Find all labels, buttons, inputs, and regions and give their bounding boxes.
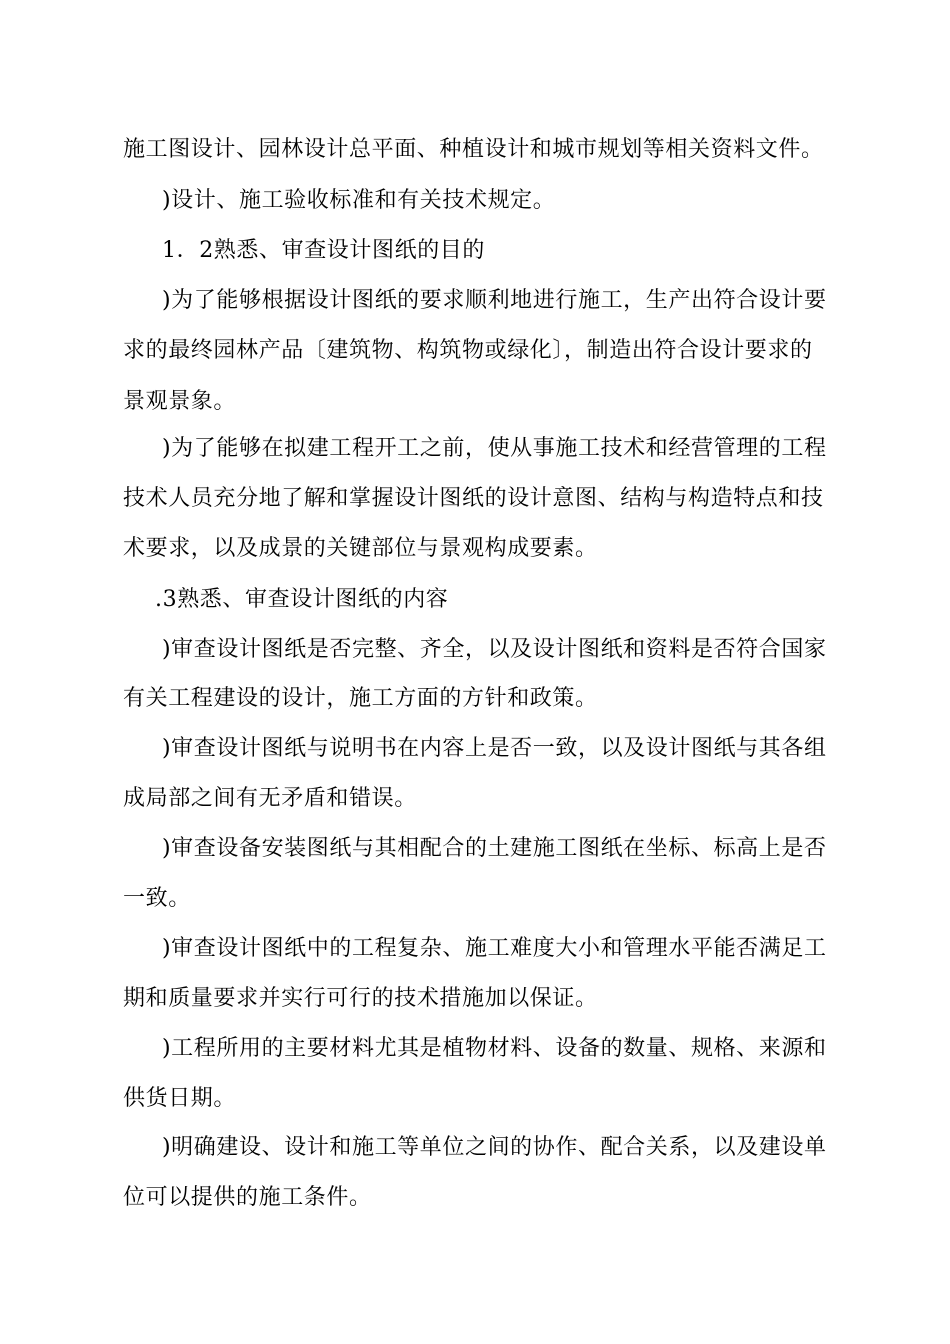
list-item: )审查设计图纸是否完整、齐全，以及设计图纸和资料是否符合国家 [162, 637, 827, 662]
text-line: 成局部之间有无矛盾和错误。 [123, 786, 417, 811]
text-line: 施工图设计、园林设计总平面、种植设计和城市规划等相关资料文件。 [123, 137, 824, 162]
list-item: )审查设计图纸与说明书在内容上是否一致，以及设计图纸与其各组 [162, 736, 827, 761]
list-item: )设计、施工验收标准和有关技术规定。 [162, 188, 556, 213]
text-line: 供货日期。 [123, 1086, 237, 1111]
text-line: 有关工程建设的设计，施工方面的方针和政策。 [123, 686, 598, 711]
text-line: 位可以提供的施工条件。 [123, 1185, 372, 1210]
text-line: 求的最终园林产品〔建筑物、构筑物或绿化〕，制造出符合设计要求的 [123, 338, 813, 363]
section-heading: .3熟悉、审查设计图纸的内容 [155, 587, 449, 612]
list-item: )工程所用的主要材料尤其是植物材料、设备的数量、规格、来源和 [162, 1036, 827, 1061]
text-line: 技术人员充分地了解和掌握设计图纸的设计意图、结构与构造特点和技 [123, 486, 824, 511]
text-line: 一致。 [123, 886, 191, 911]
list-item: )审查设备安装图纸与其相配合的土建施工图纸在坐标、标高上是否 [162, 836, 827, 861]
list-item: )明确建设、设计和施工等单位之间的协作、配合关系，以及建设单 [162, 1135, 827, 1160]
section-heading: 1．2熟悉、审查设计图纸的目的 [162, 238, 485, 263]
text-line: 期和质量要求并实行可行的技术措施加以保证。 [123, 986, 598, 1011]
list-item: )为了能够在拟建工程开工之前，使从事施工技术和经营管理的工程 [162, 436, 827, 461]
list-item: )为了能够根据设计图纸的要求顺利地进行施工，生产出符合设计要 [162, 288, 827, 313]
text-line: 景观景象。 [123, 389, 237, 414]
list-item: )审查设计图纸中的工程复杂、施工难度大小和管理水平能否满足工 [162, 936, 827, 961]
text-line: 术要求，以及成景的关键部位与景观构成要素。 [123, 536, 598, 561]
